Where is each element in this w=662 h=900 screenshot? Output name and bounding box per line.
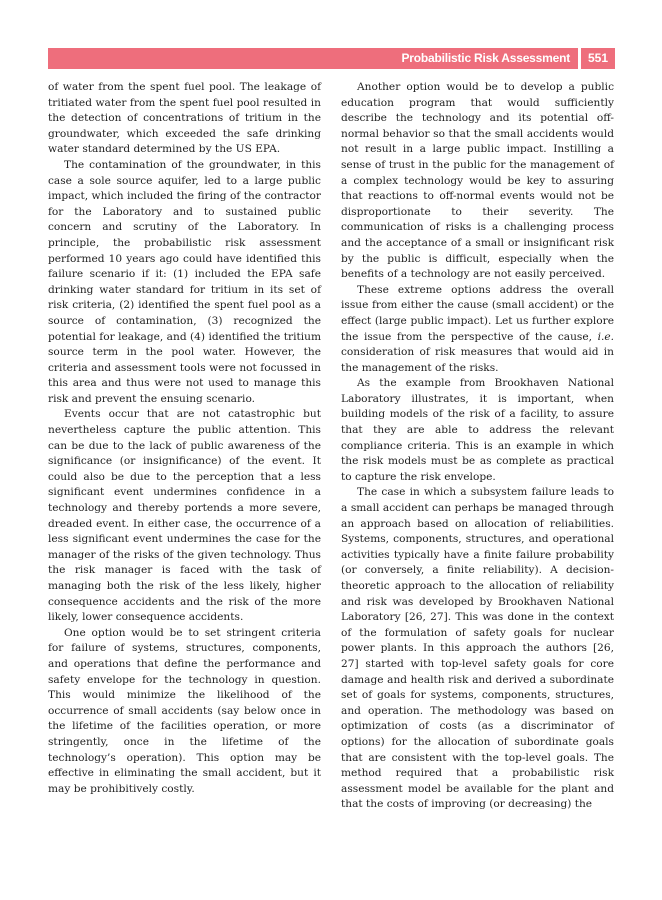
- paragraph: Another option would be to develop a public education program that would sufficiently describe the technology and its potential off-normal behavior so that the small accidents would not result in a large public impact. Instilling a sense of trust in the public for the management of a complex technology would be key to assuring that reactions to off-normal events would not be disproportionate to their severity. The communication of risks is a challenging process and the acceptance of a small or insignificant risk by the public is difficult, especially when the benefits of a technology are not easily perceived.: [341, 81, 614, 281]
- emphasis-ie: i.e.: [597, 330, 614, 343]
- left-column: [48, 80, 321, 797]
- page-number: 551: [581, 48, 615, 69]
- running-header: [48, 48, 615, 69]
- paragraph-text: consideration of risk measures that would aid in the management of the risks.: [341, 346, 614, 374]
- paragraph: As the example from Brookhaven National Laboratory illustrates, it is important, when building models of the risk of a facility, to assure that they are able to address the relevant compliance criteria. This is an example in which the risk models must be as complete as practical to capture the risk envelope.: [341, 377, 614, 483]
- paragraph-text: These extreme options address the overall issue from either the cause (small accident) or the effect (large public impact). Let us further explore the issue from the perspective of the cause,: [341, 283, 614, 343]
- right-column: [341, 80, 614, 813]
- paragraph: The contamination of the groundwater, in this case a sole source aquifer, led to a large public impact, which included the firing of the contractor for the Laboratory and to sustained public concern and scrutiny of the Laboratory. In principle, the probabilistic risk assessment performed 10 years ago could have identified this failure scenario if it: (1) included the EPA safe drinking water standard for tritium in its set of risk criteria, (2) identified the spent fuel pool as a source of contamination, (3) recognized the potential for leakage, and (4) identified the tritium source term in the pool water. However, the criteria and assessment tools were not focussed in this area and thus were not used to manage this risk and prevent the ensuing scenario.: [48, 158, 321, 405]
- paragraph: [341, 283, 614, 377]
- header-title: Probabilistic Risk Assessment: [48, 48, 578, 69]
- paragraph: One option would be to set stringent criteria for failure of systems, structures, components, and operations that define the performance and safety envelope for the technology in question. This would minimize the likelihood of the occurrence of small accidents (say below once in the lifetime of the facilities operation, or more stringently, once in the lifetime of the technology’s operation). This option may be effective in eliminating the small accident, but it may be prohibitively costly.: [48, 626, 321, 795]
- paragraph: The case in which a subsystem failure leads to a small accident can perhaps be managed through an approach based on allocation of reliabilities. Systems, components, structures, and operational activities typically have a finite failure probability (or conversely, a finite reliability). A decision-theoretic approach to the allocation of reliability and risk was developed by Brookhaven National Laboratory [26, 27]. This was done in the context of the formulation of safety goals for nuclear power plants. In this approach the authors [26, 27] started with top-level safety goals for core damage and health risk and derived a subordinate set of goals for systems, components, structures, and operation. The methodology was based on optimization of costs (as a discriminator of options) for the allocation of subordinate goals that are consistent with the top-level goals. The method required that a probabilistic risk assessment model be available for the plant and that the costs of improving (or decreasing) the: [341, 486, 614, 811]
- paragraph: Events occur that are not catastrophic but nevertheless capture the public attention. This can be due to the lack of public awareness of the significance (or insignificance) of the event. It could also be due to the perception that a less significant event undermines confidence in a technology and thereby portends a more severe, dreaded event. In either case, the occurrence of a less significant event undermines the case for the manager of the risks of the given technology. Thus the risk manager is faced with the task of managing both the risk of the less likely, higher consequence accidents and the risk of the more likely, lower consequence accidents.: [48, 408, 321, 624]
- paragraph: of water from the spent fuel pool. The leakage of tritiated water from the spent fuel pool resulted in the detection of concentrations of tritium in the groundwater, which exceeded the safe drinking water standard determined by the US EPA.: [48, 81, 321, 156]
